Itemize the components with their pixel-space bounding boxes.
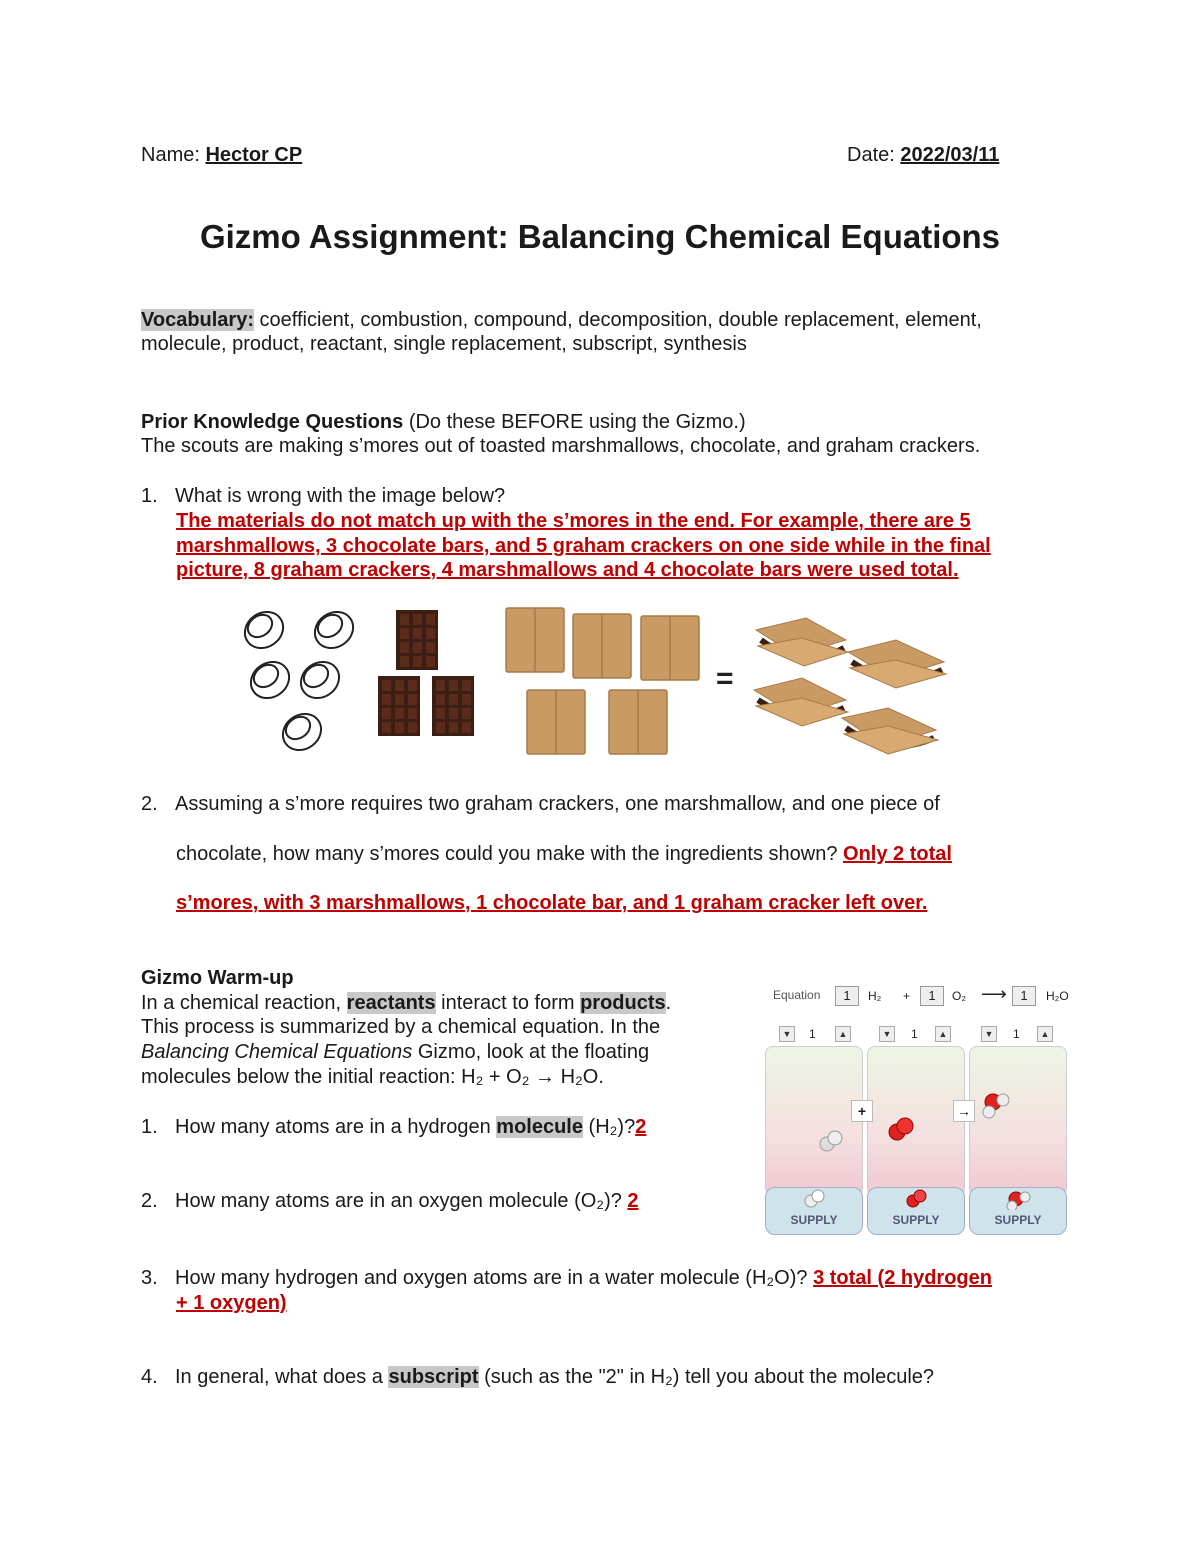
q-text: How many atoms are in a hydrogen [175, 1116, 497, 1138]
floating-molecules [765, 1084, 1075, 1164]
q-text: How many hydrogen and oxygen atoms are in a water molecule (H₂O)? [175, 1267, 814, 1289]
name-value: Hector CP [205, 144, 303, 166]
vocab-label: Vocabulary: [141, 309, 254, 331]
vocab-line-2: molecule, product, reactant, single replacement, subscript, synthesis [141, 333, 747, 355]
prior-q1-answer-2: marshmallows, 3 chocolate bars, and 5 graham crackers on one side while in the final [176, 535, 991, 557]
date-line [847, 143, 999, 168]
smore-icon [754, 678, 848, 726]
coef-1-box[interactable] [835, 986, 859, 1006]
reactants-term: reactants [346, 992, 436, 1014]
counter-2: 1 [911, 1027, 918, 1041]
warmup-q2 [141, 1189, 639, 1214]
marshmallow-icon [294, 655, 346, 706]
prior-heading-title: Prior Knowledge Questions [141, 411, 404, 433]
subscript-term: subscript [388, 1366, 479, 1388]
counter-3: 1 [1013, 1027, 1020, 1041]
prior-q2-line-2 [176, 842, 952, 867]
chocolate-bars [378, 610, 474, 736]
oxygen-supply-icon [896, 1188, 936, 1210]
plus-sign: + [903, 989, 911, 1003]
date-label: Date: [847, 144, 901, 166]
q-text: chocolate, how many s’mores could you make with the ingredients shown? [176, 843, 844, 865]
smore-icon [848, 640, 946, 688]
warmup-text: In a chemical reaction, [141, 992, 347, 1014]
decrease-3-icon[interactable]: ▼ [981, 1026, 997, 1042]
coef-2-box[interactable] [920, 986, 944, 1006]
decrease-1-icon[interactable]: ▼ [779, 1026, 795, 1042]
q-number: 4. [141, 1366, 158, 1388]
marshmallow-icon [238, 605, 290, 656]
warmup-q4 [141, 1365, 934, 1390]
prior-q2-line-1 [141, 792, 940, 817]
molecule-1: H₂ [868, 989, 882, 1003]
chocolate-bar-icon [378, 676, 420, 736]
oxygen-molecule-icon [889, 1118, 913, 1140]
warmup-q3 [141, 1266, 992, 1291]
q-text: (H₂)? [582, 1116, 636, 1138]
prior-q1-answer-1: The materials do not match up with the s’mores in the end. For example, there are 5 [176, 510, 971, 532]
prior-intro: The scouts are making s’mores out of toasted marshmallows, chocolate, and graham crackers. [141, 435, 981, 457]
chocolate-bar-icon [396, 610, 438, 670]
prior-q2-answer-2: s’mores, with 3 marshmallows, 1 chocolate bar, and 1 graham cracker left over. [176, 892, 928, 914]
coef-3-box[interactable] [1012, 986, 1036, 1006]
page-title: Gizmo Assignment: Balancing Chemical Equations [199, 218, 1001, 255]
smore-icon [756, 618, 848, 666]
date-value: 2022/03/11 [900, 144, 1000, 166]
marshmallow-icon [276, 707, 328, 758]
marshmallow-icon [308, 605, 360, 656]
q-number: 2. [141, 793, 158, 815]
increase-1-icon[interactable]: ▲ [835, 1026, 851, 1042]
q-text: In general, what does a [175, 1366, 389, 1388]
warmup-line-2: This process is summarized by a chemical equation. In the [141, 1016, 661, 1038]
graham-cracker-icon [527, 690, 585, 754]
q-number: 1. [141, 485, 158, 507]
prior-heading [141, 410, 746, 435]
warmup-text: . [665, 992, 672, 1014]
marshmallow-icon [244, 655, 296, 706]
warmup-line-4: molecules below the initial reaction: H₂ + O₂ → H₂O. [141, 1066, 604, 1088]
warmup-q3-answer-1: 3 total (2 hydrogen [813, 1267, 992, 1289]
coef-3[interactable]: 1 [1012, 986, 1036, 1006]
chocolate-bar-icon [432, 676, 474, 736]
coef-2[interactable]: 1 [920, 986, 944, 1006]
marshmallows [238, 605, 360, 758]
name-label: Name: [141, 144, 206, 166]
warmup-line-1 [141, 991, 671, 1016]
prior-q2-answer-1: Only 2 total [843, 843, 952, 865]
decrease-2-icon[interactable]: ▼ [879, 1026, 895, 1042]
supply-3-label: SUPPLY [994, 1213, 1042, 1227]
supply-1-label: SUPPLY [790, 1213, 838, 1227]
water-molecule-icon [983, 1094, 1009, 1118]
products-term: products [580, 992, 666, 1014]
q-number: 2. [141, 1190, 158, 1212]
smore-icon [842, 708, 938, 754]
warmup-q1-answer: 2 [635, 1116, 647, 1138]
vocab-line-1 [141, 308, 982, 333]
op-arrow: → [953, 1100, 975, 1122]
q-number: 3. [141, 1267, 158, 1289]
molecule-2: O₂ [952, 989, 966, 1003]
graham-cracker-icon [641, 616, 699, 680]
supply-2-button[interactable] [867, 1187, 965, 1235]
equation-label: Equation [773, 988, 821, 1002]
graham-cracker-icon [506, 608, 564, 672]
warmup-text: interact to form [435, 992, 581, 1014]
supply-3-button[interactable] [969, 1187, 1067, 1235]
q-text: Assuming a s’more requires two graham crackers, one marshmallow, and one piece of [175, 793, 940, 815]
counter-1: 1 [809, 1027, 816, 1041]
increase-3-icon[interactable]: ▲ [1037, 1026, 1053, 1042]
prior-q1-answer-3: picture, 8 graham crackers, 4 marshmallows and 4 chocolate bars were used total. [176, 559, 959, 581]
q-text: What is wrong with the image below? [175, 485, 506, 507]
graham-cracker-icon [609, 690, 667, 754]
prior-heading-note: (Do these BEFORE using the Gizmo.) [403, 411, 746, 433]
warmup-q1 [141, 1115, 646, 1140]
graham-cracker-icon [573, 614, 631, 678]
hydrogen-molecule-icon [820, 1131, 842, 1151]
vocab-text-1: coefficient, combustion, compound, decomposition, double replacement, element, [254, 309, 982, 331]
molecule-3: H₂O [1046, 989, 1069, 1003]
op-plus: + [851, 1100, 873, 1122]
smores-illustration [236, 600, 956, 770]
prior-q1 [141, 484, 505, 509]
equals-sign: = [716, 662, 734, 695]
coef-1[interactable]: 1 [835, 986, 859, 1006]
molecule-term: molecule [496, 1116, 583, 1138]
warmup-heading: Gizmo Warm-up [141, 967, 294, 989]
supply-2-label: SUPPLY [892, 1213, 940, 1227]
q-number: 1. [141, 1116, 158, 1138]
hydrogen-supply-icon [794, 1188, 834, 1210]
water-supply-icon [998, 1188, 1038, 1210]
warmup-line-3 [141, 1040, 649, 1065]
gizmo-panel [765, 984, 1075, 1239]
warmup-text: Gizmo, look at the floating [412, 1041, 650, 1063]
warmup-q2-answer: 2 [627, 1190, 639, 1212]
graham-crackers [506, 608, 699, 754]
reaction-arrow: ⟶ [981, 984, 1007, 1004]
gizmo-title: Balancing Chemical Equations [141, 1041, 413, 1063]
supply-1-button[interactable] [765, 1187, 863, 1235]
smores [754, 618, 946, 754]
q-text: How many atoms are in an oxygen molecule (O₂)? [175, 1190, 628, 1212]
q-text: (such as the "2" in H₂) tell you about the molecule? [478, 1366, 935, 1388]
increase-2-icon[interactable]: ▲ [935, 1026, 951, 1042]
warmup-q3-answer-2: + 1 oxygen) [176, 1292, 287, 1314]
name-line [141, 143, 302, 168]
